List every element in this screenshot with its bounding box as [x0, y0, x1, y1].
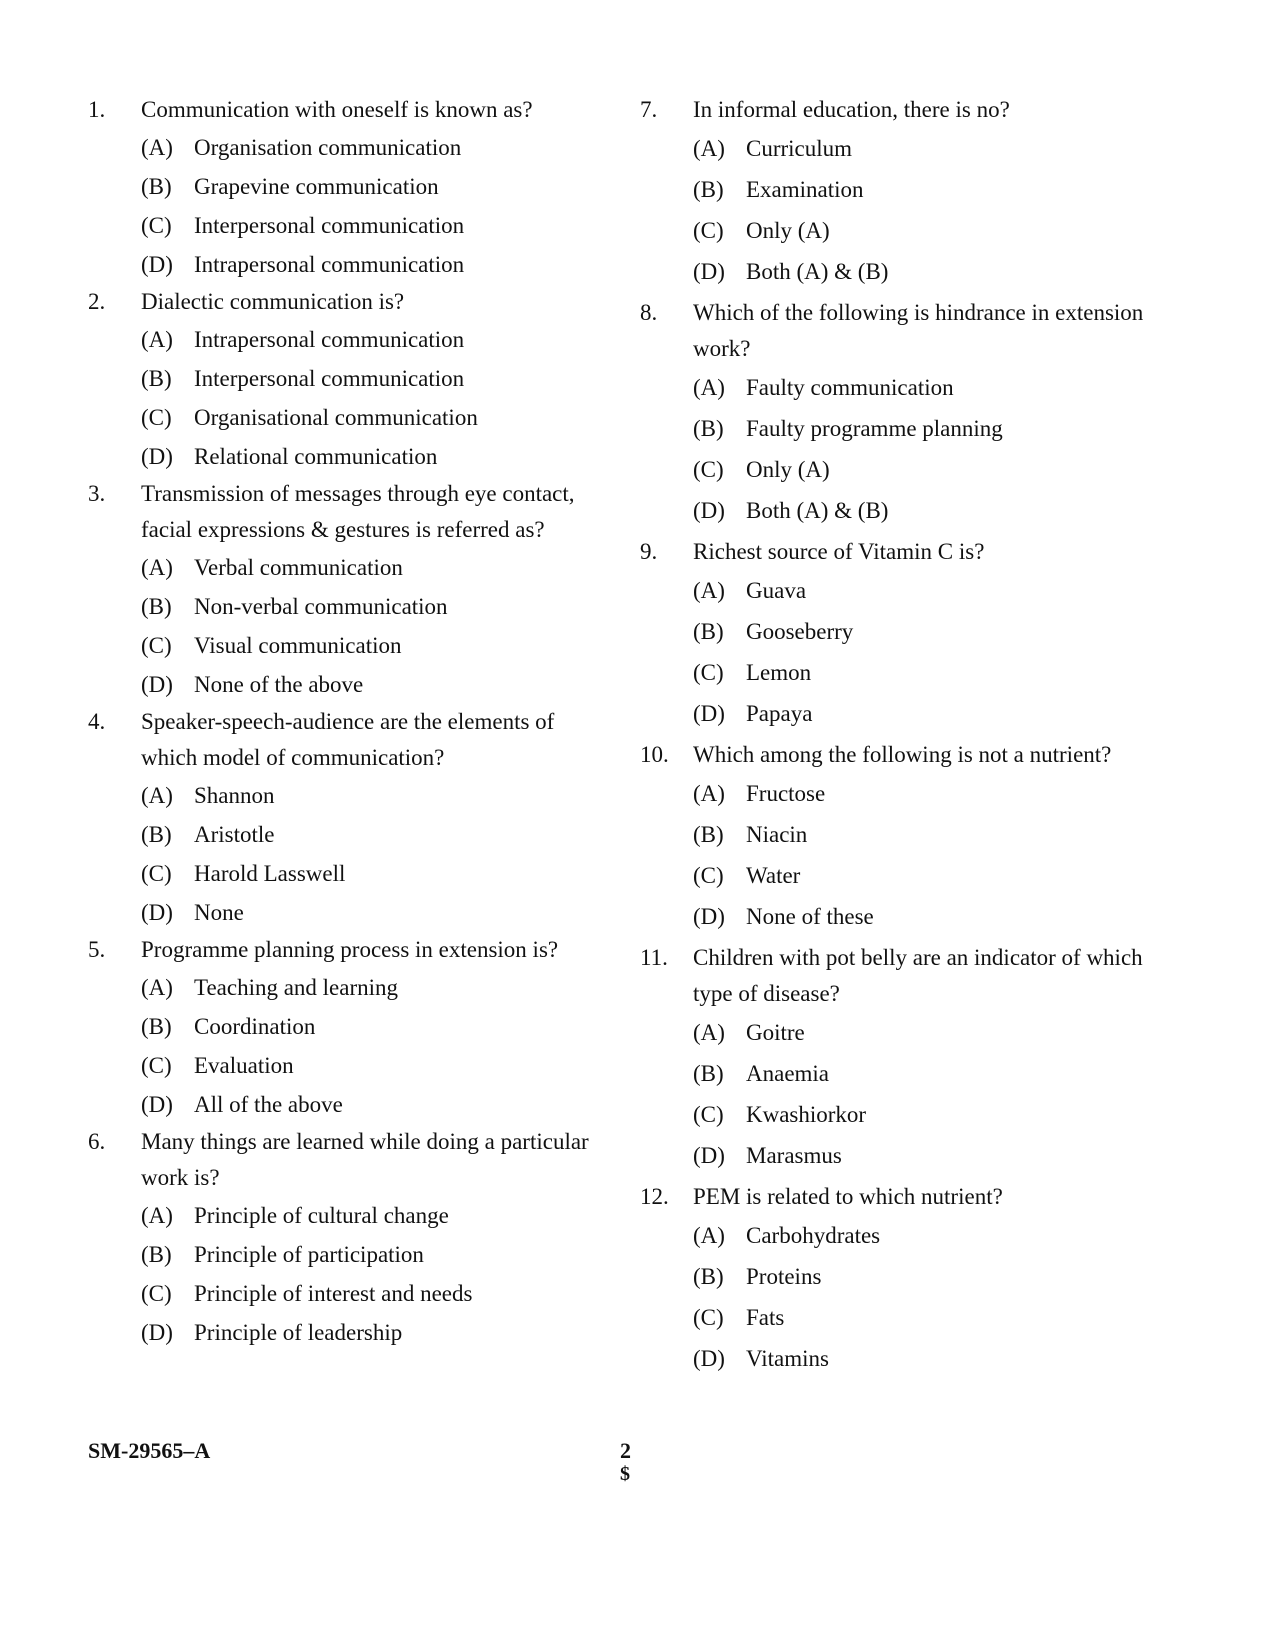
question-stem [640, 534, 1160, 570]
answer-option [141, 854, 608, 893]
answer-option [693, 855, 1160, 896]
answer-option [693, 490, 1160, 531]
question-item [88, 932, 608, 1124]
question-item [88, 704, 608, 932]
question-item [640, 737, 1160, 937]
option-label: (C) [141, 405, 172, 430]
option-text: Teaching and learning [194, 975, 399, 1000]
option-label: (C) [693, 660, 724, 685]
option-label: (B) [141, 1014, 172, 1039]
option-text: Gooseberry [746, 619, 854, 644]
option-text: Interpersonal communication [194, 213, 465, 238]
option-text: Only (A) [746, 457, 830, 482]
option-label: (A) [693, 578, 725, 603]
option-label: (C) [693, 1305, 724, 1330]
answer-option [141, 1235, 608, 1274]
question-stem [640, 1179, 1160, 1215]
option-label: (D) [141, 900, 173, 925]
answer-option [693, 128, 1160, 169]
option-label: (C) [141, 1281, 172, 1306]
option-label: (A) [141, 1203, 173, 1228]
answer-option [141, 359, 608, 398]
option-label: (B) [141, 174, 172, 199]
option-label: (B) [693, 416, 724, 441]
option-label: (B) [693, 822, 724, 847]
right-question-column [640, 92, 1160, 1382]
question-stem [640, 295, 1160, 367]
option-label: (C) [693, 218, 724, 243]
question-stem [88, 932, 608, 968]
answer-option [141, 398, 608, 437]
question-number: 8. [640, 300, 658, 325]
answer-option [141, 206, 608, 245]
answer-option [141, 1007, 608, 1046]
answer-option [693, 1215, 1160, 1256]
option-label: (A) [141, 135, 173, 160]
option-label: (B) [141, 594, 172, 619]
question-number: 3. [88, 481, 106, 506]
option-text: Kwashiorkor [746, 1102, 867, 1127]
question-text: Richest source of Vitamin C is? [693, 539, 985, 564]
option-label: (D) [141, 252, 173, 277]
option-text: Proteins [746, 1264, 822, 1289]
question-item [640, 1179, 1160, 1379]
option-text: Marasmus [746, 1143, 842, 1168]
option-label: (D) [693, 1143, 725, 1168]
question-item [640, 940, 1160, 1176]
answer-option [141, 1046, 608, 1085]
option-label: (D) [693, 498, 725, 523]
answer-option [141, 815, 608, 854]
answer-option [693, 169, 1160, 210]
option-label: (C) [141, 861, 172, 886]
answer-option [693, 210, 1160, 251]
option-label: (C) [693, 457, 724, 482]
option-text: Non-verbal communication [194, 594, 448, 619]
option-text: Fructose [746, 781, 826, 806]
question-text: PEM is related to which nutrient? [693, 1184, 1003, 1209]
question-text: Which among the following is not a nutrient? [693, 742, 1112, 767]
question-number: 5. [88, 937, 106, 962]
question-item [88, 476, 608, 704]
option-label: (A) [693, 1223, 725, 1248]
option-label: (A) [141, 975, 173, 1000]
answer-option [693, 367, 1160, 408]
question-text: Many things are learned while doing a particular work is? [141, 1129, 589, 1190]
paper-code: SM-29565–A [88, 1438, 211, 1463]
option-text: Visual communication [194, 633, 402, 658]
left-question-column [88, 92, 608, 1352]
answer-option [693, 652, 1160, 693]
question-number: 10. [640, 742, 669, 767]
option-text: Only (A) [746, 218, 830, 243]
option-label: (B) [693, 177, 724, 202]
footer-mark: $ [620, 1463, 630, 1485]
page-number: 2 [620, 1438, 631, 1463]
answer-option [693, 408, 1160, 449]
question-text: Dialectic communication is? [141, 289, 405, 314]
option-text: Goitre [746, 1020, 805, 1045]
question-item [88, 1124, 608, 1352]
question-stem [88, 704, 608, 776]
question-text: Children with pot belly are an indicator of which type of disease? [693, 945, 1143, 1006]
question-text: Transmission of messages through eye contact, facial expressions & gestures is referred as? [141, 481, 575, 542]
answer-option [693, 773, 1160, 814]
option-text: Verbal communication [194, 555, 403, 580]
option-text: Intrapersonal communication [194, 327, 465, 352]
answer-option [141, 548, 608, 587]
option-label: (A) [693, 375, 725, 400]
answer-option [693, 1012, 1160, 1053]
option-text: Water [746, 863, 801, 888]
option-text: Principle of cultural change [194, 1203, 449, 1228]
question-item [640, 92, 1160, 292]
option-text: Coordination [194, 1014, 316, 1039]
answer-option [693, 1297, 1160, 1338]
question-text: Speaker-speech-audience are the elements of which model of communication? [141, 709, 555, 770]
option-text: Niacin [746, 822, 808, 847]
option-label: (C) [693, 1102, 724, 1127]
option-text: Intrapersonal communication [194, 252, 465, 277]
answer-option [141, 167, 608, 206]
option-label: (B) [141, 1242, 172, 1267]
question-item [88, 284, 608, 476]
option-text: Both (A) & (B) [746, 259, 889, 284]
option-text: Interpersonal communication [194, 366, 465, 391]
option-label: (A) [141, 555, 173, 580]
question-text: Communication with oneself is known as? [141, 97, 533, 122]
question-number: 12. [640, 1184, 669, 1209]
question-number: 7. [640, 97, 658, 122]
option-text: Organisational communication [194, 405, 478, 430]
option-text: Evaluation [194, 1053, 294, 1078]
option-text: Fats [746, 1305, 785, 1330]
answer-option [693, 570, 1160, 611]
option-label: (B) [693, 1061, 724, 1086]
answer-option [693, 1256, 1160, 1297]
option-text: Both (A) & (B) [746, 498, 889, 523]
option-label: (B) [693, 1264, 724, 1289]
question-text: Which of the following is hindrance in extension work? [693, 300, 1144, 361]
option-label: (C) [141, 1053, 172, 1078]
answer-option [141, 1274, 608, 1313]
question-number: 2. [88, 289, 106, 314]
question-number: 9. [640, 539, 658, 564]
option-text: Anaemia [746, 1061, 830, 1086]
option-text: None of the above [194, 672, 364, 697]
option-label: (D) [141, 444, 173, 469]
option-text: Grapevine communication [194, 174, 439, 199]
question-stem [88, 92, 608, 128]
option-label: (D) [141, 1320, 173, 1345]
question-item [640, 534, 1160, 734]
option-text: Guava [746, 578, 807, 603]
answer-option [693, 611, 1160, 652]
answer-option [141, 320, 608, 359]
option-text: None [194, 900, 244, 925]
question-stem [640, 737, 1160, 773]
option-label: (C) [693, 863, 724, 888]
answer-option [693, 251, 1160, 292]
question-item [640, 295, 1160, 531]
option-text: Vitamins [746, 1346, 829, 1371]
option-text: Principle of leadership [194, 1320, 403, 1345]
answer-option [141, 626, 608, 665]
option-label: (A) [141, 783, 173, 808]
answer-option [141, 1313, 608, 1352]
option-label: (D) [693, 904, 725, 929]
question-stem [88, 1124, 608, 1196]
answer-option [693, 896, 1160, 937]
option-text: Faulty programme planning [746, 416, 1003, 441]
question-text: Programme planning process in extension is? [141, 937, 559, 962]
option-label: (C) [141, 633, 172, 658]
question-item [88, 92, 608, 284]
answer-option [693, 1338, 1160, 1379]
answer-option [141, 968, 608, 1007]
answer-option [141, 128, 608, 167]
question-number: 6. [88, 1129, 106, 1154]
question-stem [640, 92, 1160, 128]
answer-option [693, 814, 1160, 855]
option-label: (D) [693, 1346, 725, 1371]
option-text: Harold Lasswell [194, 861, 346, 886]
answer-option [693, 449, 1160, 490]
answer-option [141, 1085, 608, 1124]
answer-option [693, 1135, 1160, 1176]
option-text: Papaya [746, 701, 813, 726]
option-text: Organisation communication [194, 135, 462, 160]
answer-option [141, 1196, 608, 1235]
option-label: (C) [141, 213, 172, 238]
option-text: Relational communication [194, 444, 438, 469]
option-label: (D) [141, 672, 173, 697]
option-text: Principle of interest and needs [194, 1281, 473, 1306]
option-text: Lemon [746, 660, 812, 685]
answer-option [141, 893, 608, 932]
option-text: Curriculum [746, 136, 853, 161]
option-text: Carbohydrates [746, 1223, 881, 1248]
answer-option [141, 665, 608, 704]
option-label: (A) [693, 1020, 725, 1045]
answer-option [141, 437, 608, 476]
option-label: (D) [693, 701, 725, 726]
option-label: (B) [141, 822, 172, 847]
option-label: (B) [693, 619, 724, 644]
answer-option [693, 1053, 1160, 1094]
option-text: Shannon [194, 783, 275, 808]
question-stem [88, 476, 608, 548]
option-text: None of these [746, 904, 874, 929]
option-label: (A) [693, 781, 725, 806]
question-number: 4. [88, 709, 106, 734]
option-text: Principle of participation [194, 1242, 424, 1267]
question-stem [640, 940, 1160, 1012]
answer-option [141, 587, 608, 626]
answer-option [141, 776, 608, 815]
answer-option [693, 693, 1160, 734]
option-label: (A) [693, 136, 725, 161]
option-text: Faulty communication [746, 375, 954, 400]
option-text: Aristotle [194, 822, 275, 847]
option-text: All of the above [194, 1092, 343, 1117]
question-number: 11. [640, 945, 668, 970]
question-stem [88, 284, 608, 320]
option-label: (D) [693, 259, 725, 284]
answer-option [693, 1094, 1160, 1135]
question-number: 1. [88, 97, 106, 122]
option-label: (B) [141, 366, 172, 391]
question-text: In informal education, there is no? [693, 97, 1010, 122]
option-text: Examination [746, 177, 864, 202]
option-label: (D) [141, 1092, 173, 1117]
option-label: (A) [141, 327, 173, 352]
answer-option [141, 245, 608, 284]
